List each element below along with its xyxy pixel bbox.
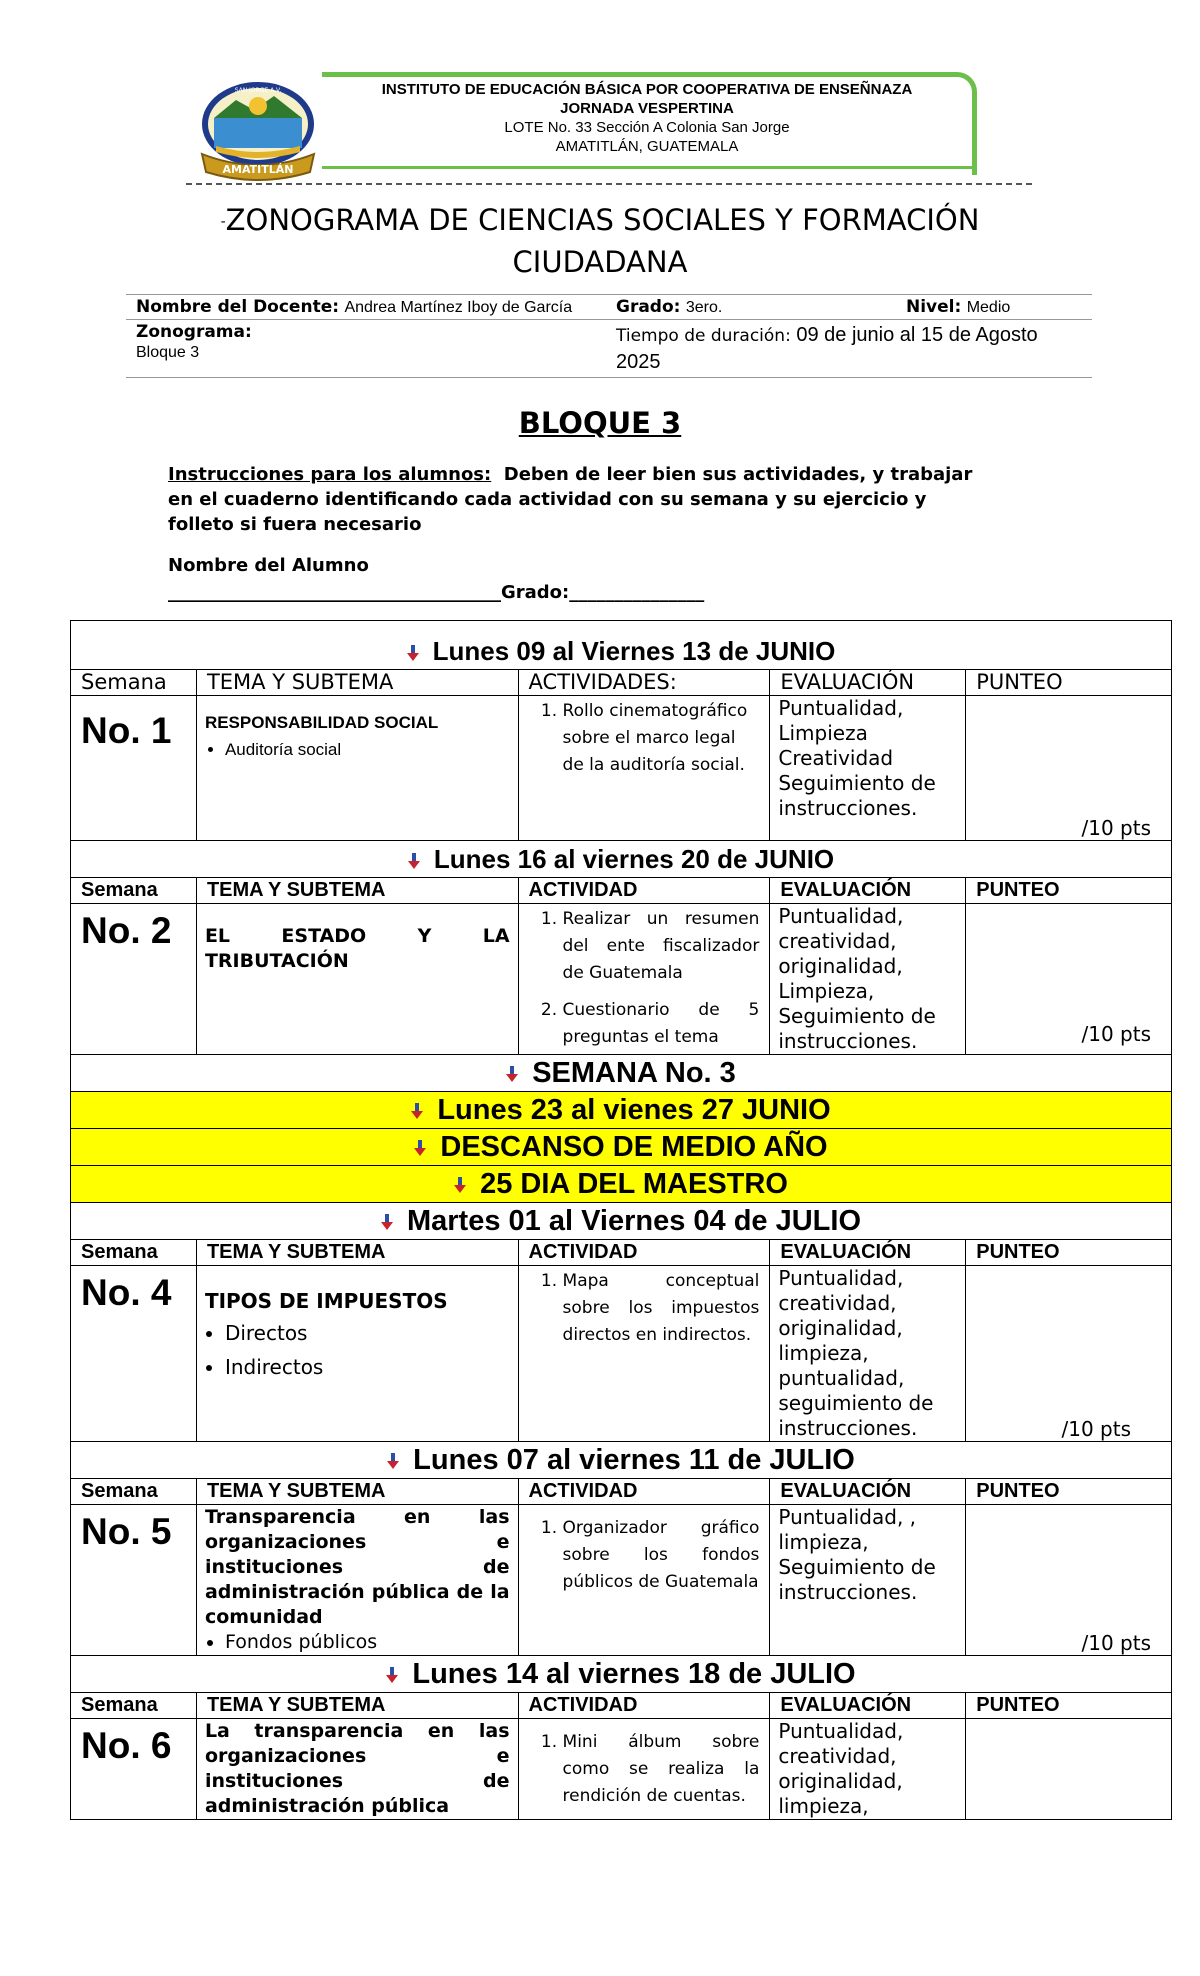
col-punteo: PUNTEO [966, 670, 1172, 696]
instructions-label: Instrucciones para los alumnos: [168, 464, 492, 485]
arrow-bullet-icon [414, 1140, 426, 1156]
duracion-value: 09 de junio al 15 de Agosto 2025 [616, 324, 1038, 373]
week-4-column-headers: Semana TEMA Y SUBTEMA ACTIVIDAD EVALUACIÓN PUNTEO [71, 1240, 1172, 1266]
teacher-info [126, 294, 1092, 378]
arrow-bullet-icon [408, 853, 420, 869]
school-header [322, 80, 972, 156]
bloque-title: BLOQUE 3 [518, 406, 682, 440]
arrow-bullet-icon [454, 1177, 466, 1193]
week-3-maestro: 25 DIA DEL MAESTRO [71, 1166, 1172, 1203]
week-5-number: No. 5 [71, 1505, 197, 1656]
nivel-label: Nivel: [906, 297, 962, 317]
week-5-title: Lunes 07 al viernes 11 de JULIO [71, 1442, 1172, 1479]
arrow-bullet-icon [386, 1667, 398, 1683]
week-4-number: No. 4 [71, 1266, 197, 1442]
instructions [168, 462, 988, 537]
schedule-table [70, 620, 1172, 1820]
week-5-tema: Transparencia en las organizaciones e instituciones de administración pública de la comunidad • Fondos públicos [196, 1505, 518, 1656]
page-title: -ZONOGRAMA DE CIENCIAS SOCIALES Y FORMACIÓN CIUDADANA [220, 203, 980, 279]
zonograma-value: Bloque 3 [136, 344, 200, 361]
week-1-tema: RESPONSABILIDAD SOCIAL • Auditoría social [196, 696, 518, 841]
week-6-column-headers: Semana TEMA Y SUBTEMA ACTIVIDAD EVALUACIÓN PUNTEO [71, 1693, 1172, 1719]
arrow-bullet-icon [381, 1214, 393, 1230]
week-6-row [71, 1719, 1172, 1820]
week-2-evaluacion: Puntualidad, creatividad, originalidad, Limpieza, Seguimiento de instrucciones. [770, 904, 966, 1055]
week-5-evaluacion: Puntualidad, , limpieza, Seguimiento de instrucciones. [770, 1505, 966, 1656]
zonograma-label: Zonograma: [136, 322, 252, 342]
week-1-row [71, 696, 1172, 841]
week-2-column-headers: Semana TEMA Y SUBTEMA ACTIVIDAD EVALUACIÓN PUNTEO [71, 878, 1172, 904]
week-2-title: Lunes 16 al viernes 20 de JUNIO [71, 841, 1172, 878]
week-6-punteo [966, 1719, 1172, 1820]
grado-field-label: Grado: [501, 582, 570, 603]
week-5-row [71, 1505, 1172, 1656]
week-4-evaluacion: Puntualidad, creatividad, originalidad, limpieza, puntualidad, seguimiento de instrucciones. [770, 1266, 966, 1442]
week-1-actividades: 1. Rollo cinematográfico sobre el marco legal de la auditoría social. [518, 696, 770, 841]
week-2-row [71, 904, 1172, 1055]
student-fields [168, 552, 988, 606]
week-6-number: No. 6 [71, 1719, 197, 1820]
arrow-bullet-icon [407, 645, 419, 661]
week-3-descanso: DESCANSO DE MEDIO AÑO [71, 1129, 1172, 1166]
docente-value: Andrea Martínez Iboy de García [344, 299, 573, 316]
grado-value: 3ero. [685, 299, 723, 316]
col-semana: Semana [71, 670, 197, 696]
week-4-tema: TIPOS DE IMPUESTOS • Directos • Indirectos [196, 1266, 518, 1442]
logo-text: AMATITLÁN [222, 163, 294, 176]
week-2-tema: EL ESTADO Y LA TRIBUTACIÓN [196, 904, 518, 1055]
week-4-title: Martes 01 al Viernes 04 de JULIO [71, 1203, 1172, 1240]
week-1-column-headers [71, 670, 1172, 696]
arrow-bullet-icon [506, 1066, 518, 1082]
arrow-bullet-icon [387, 1453, 399, 1469]
col-tema: TEMA Y SUBTEMA [196, 670, 518, 696]
week-2-actividades: 1. Realizar un resumen del ente fiscalizador de Guatemala 2. Cuestionario de 5 preguntas el tema [518, 904, 770, 1055]
week-1-number: No. 1 [71, 696, 197, 841]
nivel-value: Medio [966, 299, 1011, 316]
week-5-punteo: /10 pts [966, 1505, 1172, 1656]
week-6-title: Lunes 14 al viernes 18 de JULIO [71, 1656, 1172, 1693]
week-6-actividades: 1. Mini álbum sobre como se realiza la rendición de cuentas. [518, 1719, 770, 1820]
alumno-line: _____________________________________ [168, 582, 501, 603]
week-3-title: SEMANA No. 3 [71, 1055, 1172, 1092]
school-address: LOTE No. 33 Sección A Colonia San Jorge [504, 119, 790, 136]
col-evaluacion: EVALUACIÓN [770, 670, 966, 696]
duracion-label: Tiempo de duración: [616, 326, 791, 346]
instructions-text: Deben de leer bien sus actividades, y trabajar en el cuaderno identificando cada actividad con su semana y su ejercicio y folleto si fuera necesario [168, 464, 973, 535]
school-logo [196, 76, 320, 186]
logo-ring-text: SAN JORGE A.V. [234, 87, 282, 94]
grado-label: Grado: [616, 297, 681, 317]
week-6-evaluacion: Puntualidad, creatividad, originalidad, limpieza, [770, 1719, 966, 1820]
week-1-title: Lunes 09 al Viernes 13 de JUNIO [71, 621, 1172, 670]
school-name: INSTITUTO DE EDUCACIÓN BÁSICA POR COOPERATIVA DE ENSEÑNAZA [381, 81, 913, 98]
week-2-punteo: /10 pts [966, 904, 1172, 1055]
week-6-tema: La transparencia en las organizaciones e instituciones de administración pública [196, 1719, 518, 1820]
week-3-dates: Lunes 23 al vienes 27 JUNIO [71, 1092, 1172, 1129]
school-jornada: JORNADA VESPERTINA [560, 100, 734, 117]
alumno-label: Nombre del Alumno [168, 555, 369, 576]
week-1-evaluacion: Puntualidad, Limpieza Creatividad Seguimiento de instrucciones. [770, 696, 966, 841]
week-4-row [71, 1266, 1172, 1442]
school-city: AMATITLÁN, GUATEMALA [555, 138, 739, 155]
col-actividades: ACTIVIDADES: [518, 670, 770, 696]
header-divider [186, 183, 1032, 185]
week-1-punteo: /10 pts [966, 696, 1172, 841]
week-5-actividades: 1. Organizador gráfico sobre los fondos públicos de Guatemala [518, 1505, 770, 1656]
header-frame-bottom [322, 166, 977, 169]
grado-field-line: _______________ [569, 582, 705, 603]
week-5-column-headers: Semana TEMA Y SUBTEMA ACTIVIDAD EVALUACIÓN PUNTEO [71, 1479, 1172, 1505]
docente-label: Nombre del Docente: [136, 297, 340, 317]
week-4-actividades: 1. Mapa conceptual sobre los impuestos directos en indirectos. [518, 1266, 770, 1442]
arrow-bullet-icon [411, 1103, 423, 1119]
week-4-punteo: /10 pts [966, 1266, 1172, 1442]
week-2-number: No. 2 [71, 904, 197, 1055]
